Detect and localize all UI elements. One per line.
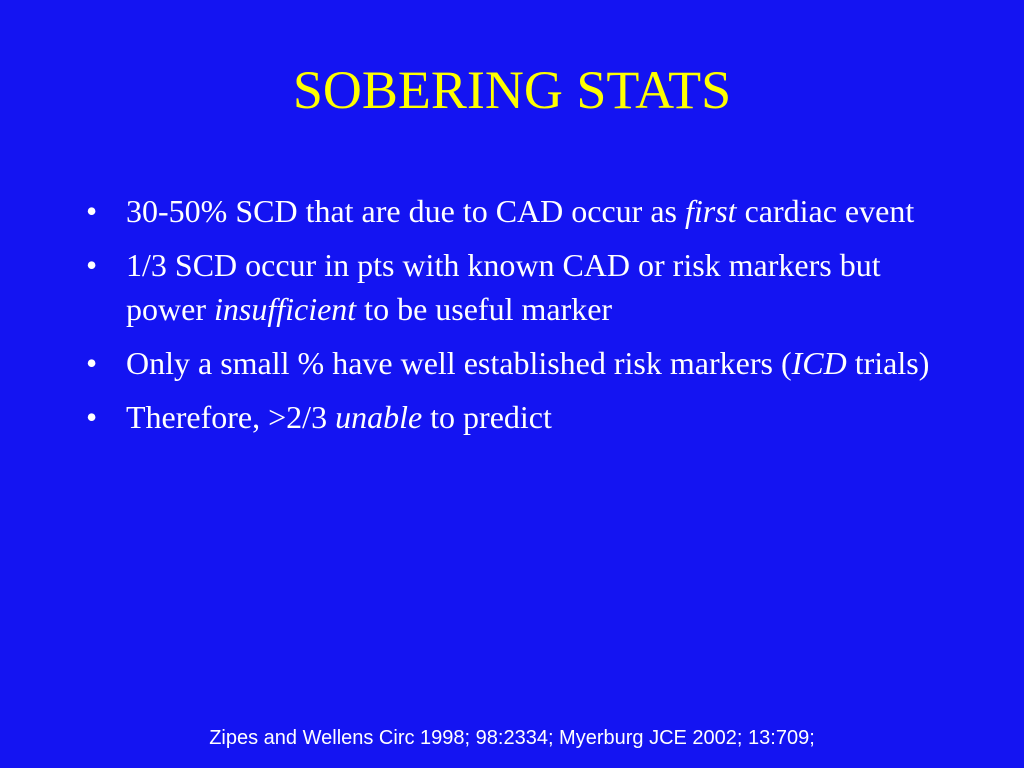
bullet-text-end: trials): [846, 345, 930, 381]
bullet-marker: •: [86, 345, 98, 381]
bullet-text-end: to predict: [422, 399, 552, 435]
bullet-marker: •: [86, 193, 98, 229]
citation-footer: Zipes and Wellens Circ 1998; 98:2334; Myerburg JCE 2002; 13:709;: [209, 727, 815, 749]
bullet-text: 30-50% SCD that are due to CAD occur as: [126, 193, 685, 229]
bullet-text-end: to be useful marker: [356, 291, 613, 327]
bullet-text-end: cardiac event: [736, 193, 915, 229]
bullet-item: [86, 341, 966, 385]
bullet-emphasis: ICD: [791, 345, 847, 381]
bullet-text: Therefore, >2/3: [126, 399, 336, 435]
bullet-list: [86, 189, 966, 449]
bullet-item: [86, 395, 966, 439]
bullet-marker: •: [86, 247, 98, 283]
bullet-item: [86, 243, 966, 331]
bullet-emphasis: insufficient: [213, 291, 357, 327]
bullet-emphasis: first: [684, 193, 737, 229]
slide-title: SOBERING STATS: [292, 60, 732, 120]
bullet-item: [86, 189, 966, 233]
bullet-marker: •: [86, 399, 98, 435]
bullet-text: 1/3 SCD occur in pts with known CAD or risk markers but power: [126, 247, 881, 327]
bullet-text: Only a small % have well established risk markers (: [126, 345, 792, 381]
bullet-emphasis: unable: [335, 399, 423, 435]
